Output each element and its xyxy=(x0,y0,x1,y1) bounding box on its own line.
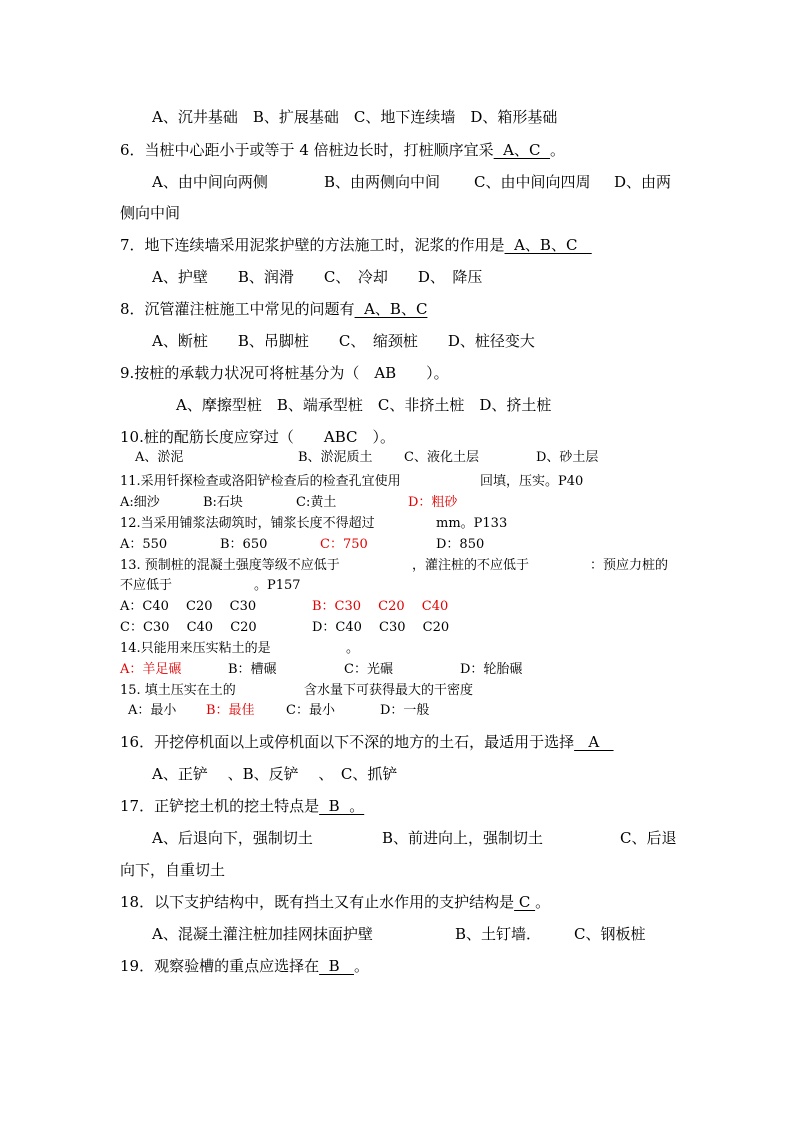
q16-options: A、正铲 、B、反铲 、 C、抓铲 xyxy=(152,765,398,783)
q10-stem: 10.桩的配筋长度应穿过（ ABC ）。 xyxy=(120,428,395,446)
q15-option-c: C：最小 xyxy=(286,703,335,718)
q14-option-b: B：槽碾 xyxy=(228,662,277,677)
q11-option-c: C:黄土 xyxy=(296,495,337,510)
q11-stem-right: 回填，压实。P40 xyxy=(480,474,584,489)
q9-options: A、摩擦型桩 B、端承型桩 C、非挤土桩 D、挤土桩 xyxy=(176,396,552,414)
q11-option-b: B:石块 xyxy=(203,495,243,510)
q7-options: A、护壁 B、润滑 C、 冷却 D、 降压 xyxy=(152,268,483,286)
q12-option-d: D：850 xyxy=(436,537,485,552)
q17-option-b: B、前进向上，强制切土 xyxy=(382,829,544,847)
q14-option-d: D：轮胎碾 xyxy=(460,662,523,677)
q14-option-a-correct: A：羊足碾 xyxy=(120,662,182,677)
q17-option-a: A、后退向下，强制切土 xyxy=(152,829,313,847)
q13-stem-a: 13. 预制桩的混凝土强度等级不应低于 xyxy=(120,558,340,573)
q16-stem: 16．开挖停机面以上或停机面以下不深的地方的土石，最适用于选择 A xyxy=(120,733,614,751)
q13-stem-b: ，灌注桩的不应低于 xyxy=(412,558,530,573)
q15-option-d: D：一般 xyxy=(380,703,430,718)
q8-options: A、断桩 B、吊脚桩 C、 缩颈桩 D、桩径变大 xyxy=(152,332,535,350)
q12-option-a: A：550 xyxy=(120,537,168,552)
q11-option-a: A:细沙 xyxy=(120,495,160,510)
q6-option-c: C、由中间向四周 xyxy=(474,173,591,191)
q10-option-b: B、淤泥质土 xyxy=(298,450,373,465)
q15-option-b-correct: B：最佳 xyxy=(206,703,255,718)
q6-option-a: A、由中间向两侧 xyxy=(152,173,268,191)
q13-option-b-correct: B：C30 C20 C40 xyxy=(312,599,449,614)
q17-option-c: C、后退 xyxy=(620,829,677,847)
q13-stem-page: 。P157 xyxy=(254,578,301,593)
q17-wrap: 向下，自重切土 xyxy=(120,861,226,879)
q13-stem-wrap: 不应低于 xyxy=(120,578,173,593)
q6-option-b: B、由两侧向中间 xyxy=(324,173,441,191)
q9-stem: 9.按桩的承载力状况可将桩基分为（ AB ）。 xyxy=(120,364,449,382)
q15-stem-b: 含水量下可获得最大的干密度 xyxy=(304,683,474,698)
q16-answer: A xyxy=(574,733,614,751)
q6-stem: 6．当桩中心距小于或等于 4 倍桩边长时，打桩顺序宜采 A、C 。 xyxy=(120,141,566,159)
q6-answer: A、C xyxy=(493,141,551,159)
q8-answer: A、B、C xyxy=(354,300,428,318)
q5-options: A、沉井基础 B、扩展基础 C、地下连续墙 D、箱形基础 xyxy=(152,108,558,126)
q13-option-d: D：C40 C30 C20 xyxy=(312,620,450,635)
q14-stem: 14.只能用来压实粘土的是 xyxy=(120,641,271,656)
q18-option-a: A、混凝土灌注桩加挂网抹面护壁 xyxy=(152,925,373,943)
q17-answer: B 。 xyxy=(319,797,365,815)
q12-option-c-correct: C：750 xyxy=(320,537,368,552)
q6-option-d: D、由两 xyxy=(614,173,672,191)
q18-stem: 18．以下支护结构中，既有挡土又有止水作用的支护结构是 C 。 xyxy=(120,893,551,911)
q7-stem: 7．地下连续墙采用泥浆护壁的方法施工时，泥浆的作用是 A、B、C xyxy=(120,236,592,254)
q14-end: 。 xyxy=(346,641,360,656)
q17-stem: 17．正铲挖土机的挖土特点是 B 。 xyxy=(120,797,365,815)
q19-answer: B xyxy=(319,957,354,975)
q10-option-a: A、淤泥 xyxy=(135,450,184,465)
q12-stem-right: mm。P133 xyxy=(436,516,508,531)
q15-option-a: A：最小 xyxy=(128,703,177,718)
q13-option-c: C：C30 C40 C20 xyxy=(120,620,257,635)
q13-stem-c: ：预应力桩的 xyxy=(590,558,669,573)
q6-wrap: 侧向中间 xyxy=(120,204,181,222)
q12-stem: 12.当采用铺浆法砌筑时，铺浆长度不得超过 xyxy=(120,516,375,531)
q7-answer: A、B、C xyxy=(504,236,592,254)
q11-option-d-correct: D：粗砂 xyxy=(408,495,458,510)
q18-option-b: B、土钉墙． xyxy=(455,925,542,943)
q8-stem: 8．沉管灌注桩施工中常见的问题有 A、B、C xyxy=(120,300,428,318)
q15-stem-a: 15. 填土压实在土的 xyxy=(120,683,236,698)
q11-stem: 11.采用钎探检查或洛阳铲检查后的检查孔宜使用 xyxy=(120,474,401,489)
q14-option-c: C：光碾 xyxy=(344,662,393,677)
q13-option-a: A：C40 C20 C30 xyxy=(120,599,257,614)
q19-stem: 19．观察验槽的重点应选择在 B 。 xyxy=(120,957,369,975)
q12-option-b: B：650 xyxy=(220,537,268,552)
q10-option-c: C、液化土层 xyxy=(404,450,479,465)
q10-option-d: D、砂土层 xyxy=(536,450,599,465)
q18-answer: C xyxy=(514,893,536,911)
q18-option-c: C、钢板桩 xyxy=(574,925,646,943)
